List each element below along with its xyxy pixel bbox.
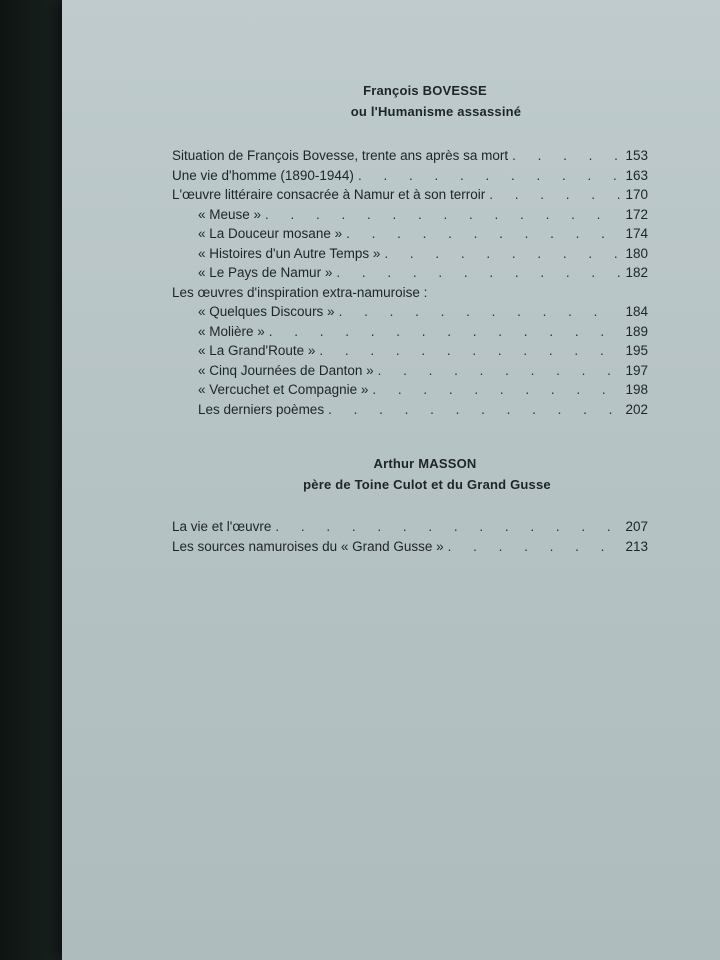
- section-heading-line1: Arthur MASSON: [373, 456, 477, 471]
- leader-dots: [512, 146, 620, 166]
- toc-entry-title: « Molière »: [198, 323, 265, 339]
- toc-entry-page: 198: [625, 382, 648, 397]
- toc-entry-page: 202: [625, 401, 648, 417]
- toc-entry: [172, 517, 648, 537]
- toc-entry: [172, 263, 648, 283]
- leader-dots: [275, 517, 620, 537]
- leader-dots: [269, 322, 620, 342]
- section-heading-masson: [172, 453, 648, 495]
- section-heading-bovesse: [172, 80, 648, 122]
- leader-dots: [265, 205, 620, 225]
- toc-entry: [172, 185, 648, 205]
- toc-entry: [172, 166, 648, 186]
- toc-entry: [172, 146, 648, 166]
- leader-dots: [384, 244, 620, 264]
- toc-entry-title: L'œuvre littéraire consacrée à Namur et à son terroir: [172, 187, 486, 202]
- toc-entry-title: Les sources namuroises du « Grand Gusse »: [172, 538, 444, 554]
- toc-entry-page: 174: [625, 226, 648, 241]
- leader-dots: [378, 361, 620, 381]
- section-heading-line2: ou l'Humanisme assassiné: [350, 104, 522, 119]
- section-heading-line1: François BOVESSE: [363, 83, 487, 98]
- toc-entry-page: 170: [625, 187, 648, 202]
- toc-entry-title: Les derniers poèmes: [198, 401, 325, 417]
- toc-entry: [172, 302, 648, 322]
- toc-entry-title: Les œuvres d'inspiration extra-namuroise :: [172, 284, 428, 300]
- toc-entry-page: 153: [625, 148, 648, 163]
- toc-entry: [172, 224, 648, 244]
- toc-entry: [172, 244, 648, 264]
- toc-entry-title: « Le Pays de Namur »: [198, 265, 333, 280]
- leader-dots: [319, 341, 620, 361]
- leader-dots: [358, 166, 620, 186]
- leader-dots: [336, 263, 620, 283]
- toc-entry-title: « Meuse »: [198, 206, 262, 222]
- toc-entry-title: La vie et l'œuvre: [172, 519, 272, 534]
- toc-entry: [172, 205, 648, 225]
- toc-entry-title: « Histoires d'un Autre Temps »: [198, 245, 381, 261]
- table-of-contents: [172, 0, 648, 556]
- toc-entry-page: 172: [625, 206, 648, 222]
- toc-entry: [172, 400, 648, 420]
- leader-dots: [339, 302, 620, 322]
- toc-entry: [172, 341, 648, 361]
- leader-dots: [448, 537, 620, 557]
- leader-dots: [372, 380, 620, 400]
- leader-dots: [489, 185, 620, 205]
- toc-entry-title: Situation de François Bovesse, trente ans après sa mort: [172, 148, 509, 163]
- toc-entry-title: « La Douceur mosane »: [198, 226, 343, 241]
- toc-entry-page: 189: [625, 323, 648, 339]
- toc-entry-page: 197: [625, 362, 648, 378]
- toc-list-masson: [172, 517, 648, 556]
- toc-entry: [172, 380, 648, 400]
- toc-entry: [172, 537, 648, 557]
- toc-entry-page: 184: [625, 304, 648, 319]
- toc-entry-title: « Vercuchet et Compagnie »: [198, 382, 369, 397]
- section-heading-line2: père de Toine Culot et du Grand Gusse: [303, 477, 551, 492]
- toc-entry-title: Une vie d'homme (1890-1944): [172, 167, 354, 183]
- toc-entry-page: 207: [625, 519, 648, 534]
- toc-entry-page: 163: [625, 167, 648, 183]
- leader-dots: [346, 224, 620, 244]
- toc-list-bovesse: [172, 146, 648, 419]
- book-page: [62, 0, 720, 960]
- toc-entry-title: « Cinq Journées de Danton »: [198, 362, 374, 378]
- toc-entry-title: « Quelques Discours »: [198, 304, 335, 319]
- toc-entry-page: 180: [625, 245, 648, 261]
- toc-entry-page: 195: [625, 343, 648, 358]
- toc-entry: [172, 361, 648, 381]
- toc-subheading: [172, 283, 648, 303]
- toc-entry-page: 213: [625, 538, 648, 554]
- toc-entry-title: « La Grand'Route »: [198, 343, 316, 358]
- toc-entry: [172, 322, 648, 342]
- toc-entry-page: 182: [625, 265, 648, 280]
- leader-dots: [328, 400, 620, 420]
